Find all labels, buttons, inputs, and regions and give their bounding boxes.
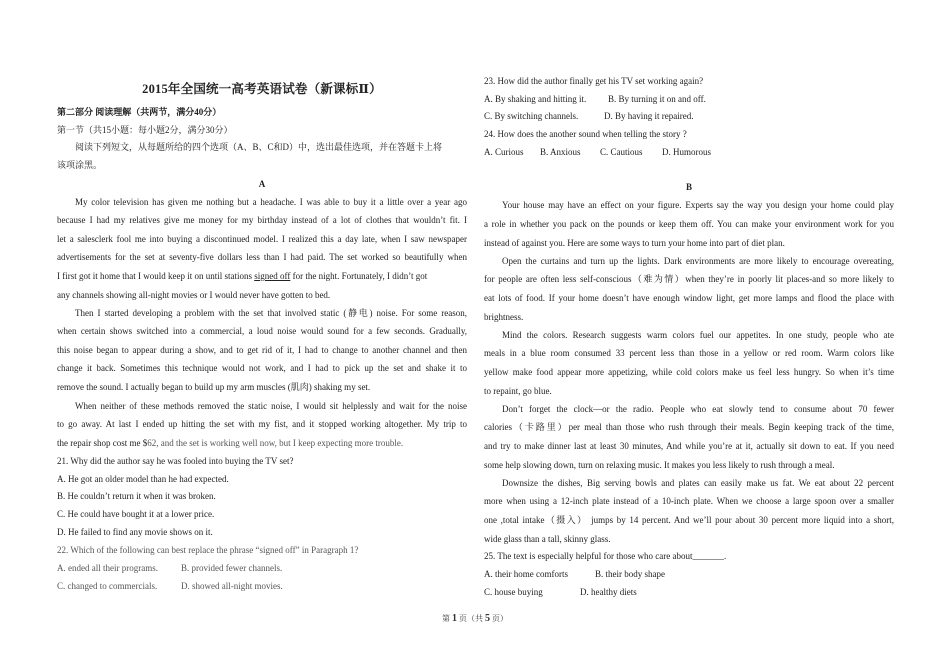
passage-b-line: to repaint, go blue. (484, 386, 552, 396)
section-heading: 第二部分 阅读理解（共两节，满分40分） (57, 107, 222, 117)
passage-a-line-text: the repair shop cost me $ (57, 438, 148, 448)
instructions-line-1: 阅读下列短文，从每题所给的四个选项（A、B、C和D）中，选出最佳选项，并在答题卡上将 (75, 142, 443, 152)
question-23: 23. How did the author finally get his TV set working again? (484, 76, 704, 86)
footer-text: 页（共 (459, 614, 483, 623)
passage-a-line: remove the sound. I actually began to build up my arm muscles (肌肉) shaking my set. (57, 382, 371, 392)
question-22: 22. Which of the following can best replace the phrase “signed off” in Paragraph 1? (57, 545, 359, 555)
q23-option-a[interactable]: A. By shaking and hitting it. (484, 94, 587, 104)
passage-a-label: A (258, 179, 266, 189)
q24-option-a[interactable]: A. Curious (484, 147, 524, 157)
question-21: 21. Why did the author say he was fooled into buying the TV set? (57, 456, 294, 466)
q22-option-c[interactable]: C. changed to commercials. (57, 581, 158, 591)
q25-options-row-1 (484, 568, 665, 580)
page-title: 2015年全国统一高考英语试卷（新课标Ⅱ） (142, 82, 382, 96)
q21-option-c[interactable]: C. He could have bought it at a lower price. (57, 509, 215, 519)
passage-a-line: change it back. Sometimes this technique would not work, and I had to pick up the set and shake it to (57, 363, 467, 373)
q23-options-row-2 (484, 110, 693, 122)
passage-b-line: Mind the colors. Research suggests warm colors fuel our appetites. In one study, people who ate (502, 330, 894, 340)
q25-option-b[interactable]: B. their body shape (595, 569, 665, 579)
passage-a-line: to go away. At last I ended up hitting the set with my fist, and it stopped working altogether. My trip to (57, 419, 467, 429)
passage-b-line: eat lots of food. If your home doesn’t have enough window light, get more lamps and flood the place with (484, 293, 894, 303)
q22-options-row-2 (57, 580, 283, 592)
passage-b-line: calories（卡路里）per meal than those who rush through their meals. Begin keeping track of the time, (484, 422, 894, 432)
q23-option-d[interactable]: D. By having it repaired. (604, 111, 694, 121)
passage-a-line: When neither of these methods removed the static noise, I would sit helplessly and wait for the noise (75, 401, 467, 411)
q24-option-c[interactable]: C. Cautious (600, 147, 643, 157)
passage-b-line: for people are often less self-conscious（难为情）when they’re in poorly lit places-and so more likely to (484, 274, 894, 284)
question-25: 25. The text is especially helpful for those who care about_______. (484, 551, 727, 561)
passage-a-line-signed-off (57, 270, 467, 282)
passage-a-line: advertisements for the set at seventy-five dollars less than I had paid. The set worked so beautifully when (57, 252, 467, 262)
q24-options-row (484, 146, 711, 158)
page-footer (0, 613, 950, 624)
q25-option-c[interactable]: C. house buying (484, 587, 543, 597)
section-1-heading: 第一节（共15小题：每小题2分，满分30分） (57, 125, 233, 135)
passage-b-line: yellow make food appear more appetizing, while cold colors make us feel less hungry. So when it’s time (484, 367, 894, 377)
q25-option-a[interactable]: A. their home comforts (484, 569, 568, 579)
passage-b-line: instead of against you. Here are some ways to turn your home into part of diet plan. (484, 238, 785, 248)
passage-a-line: this noise began to appear during a show, and to get rid of it, I had to change to another channel and then (57, 345, 467, 355)
q23-options-row-1 (484, 93, 706, 105)
passage-a-line: My color television has given me nothing but a headache. I was able to buy it a little over a year ago (75, 197, 467, 207)
passage-b-line: Your house may have an effect on your figure. Experts say the way you design your home could play (502, 200, 894, 210)
q22-options-row-1 (57, 562, 282, 574)
q24-option-b[interactable]: B. Anxious (540, 147, 581, 157)
passage-a-line: when certain shows switched into a commercial, a loud noise would sound for a few seconds. Gradually, (57, 326, 467, 336)
question-24: 24. How does the another sound when telling the story ? (484, 129, 687, 139)
passage-b-line: brightness. (484, 312, 524, 322)
passage-a-line-text-faded: 62, and the set is working well now, but I keep expecting more trouble. (147, 438, 404, 448)
passage-b-line: Don’t forget the clock—or the radio. People who eat slowly tend to consume about 70 fewer (502, 404, 894, 414)
q24-option-d[interactable]: D. Humorous (662, 147, 711, 157)
passage-b-line: a role in whether you pack on the pounds or keep them off. You can make your environment work for you (484, 219, 894, 229)
q21-option-b[interactable]: B. He couldn’t return it when it was broken. (57, 491, 216, 501)
footer-text: 第 (442, 614, 450, 623)
page-number: 1 (452, 613, 457, 624)
instructions-line-2: 该项涂黑。 (57, 160, 103, 170)
passage-a-line: because I had my relatives give me money for my birthday instead of a lot of clothes that wouldn’t fit. I (57, 215, 467, 225)
passage-b-label: B (685, 182, 692, 192)
q21-option-a[interactable]: A. He got an older model than he had expected. (57, 474, 229, 484)
footer-text: 页） (492, 614, 508, 623)
q23-option-c[interactable]: C. By switching channels. (484, 111, 579, 121)
passage-a-line: let a salesclerk fool me into buying a discontinued model. I realized this a day late, when I saw newspaper (57, 234, 467, 244)
q22-option-b[interactable]: B. provided fewer channels. (181, 563, 283, 573)
q25-options-row-2 (484, 586, 637, 598)
passage-b-line: some help slowing down, turn on relaxing music. It makes you less likely to rush through a meal. (484, 460, 835, 470)
passage-b-line: wide glass than a tall, skinny glass. (484, 534, 611, 544)
q25-option-d[interactable]: D. healthy diets (580, 587, 637, 597)
passage-a-line-text: I first got it home that I would keep it on until stations (57, 271, 255, 281)
total-pages: 5 (485, 613, 490, 624)
passage-a-line-last (57, 437, 403, 449)
passage-b-line: meals in a blue room consumed 33 percent less than those in a yellow or red room. Warm colors like (484, 348, 894, 358)
passage-a-line-text: for the night. Fortunately, I didn’t got (290, 271, 428, 281)
q22-option-a[interactable]: A. ended all their programs. (57, 563, 158, 573)
q23-option-b[interactable]: B. By turning it on and off. (608, 94, 706, 104)
passage-b-line: and try to make dinner last at least 30 minutes, And while you’re at it, actually sit down to eat. If you need (484, 441, 894, 451)
passage-b-line: more when using a 12-inch plate instead of a 10-inch plate. When we choose a large spoon over a smaller (484, 496, 894, 506)
passage-a-line: any channels showing all-night movies or I would never have gotten to bed. (57, 290, 331, 300)
underlined-phrase: signed off (254, 271, 291, 281)
passage-b-line: Open the curtains and turn up the lights. Dark environments are more likely to encourage overeating, (502, 256, 894, 266)
passage-b-line: Downsize the dishes, Big serving bowls and plates can easily make us fat. We eat about 22 percent (502, 478, 894, 488)
passage-b-line: one ,total intake（摄入） jumps by 14 percent. And we’ll pour about 30 percent more liquid into a short, (484, 515, 894, 525)
passage-a-line: Then I started developing a problem with the set that involved static (静电) noise. For some reason, (75, 308, 467, 318)
q21-option-d[interactable]: D. He failed to find any movie shows on it. (57, 527, 213, 537)
q22-option-d[interactable]: D. showed all-night movies. (181, 581, 283, 591)
